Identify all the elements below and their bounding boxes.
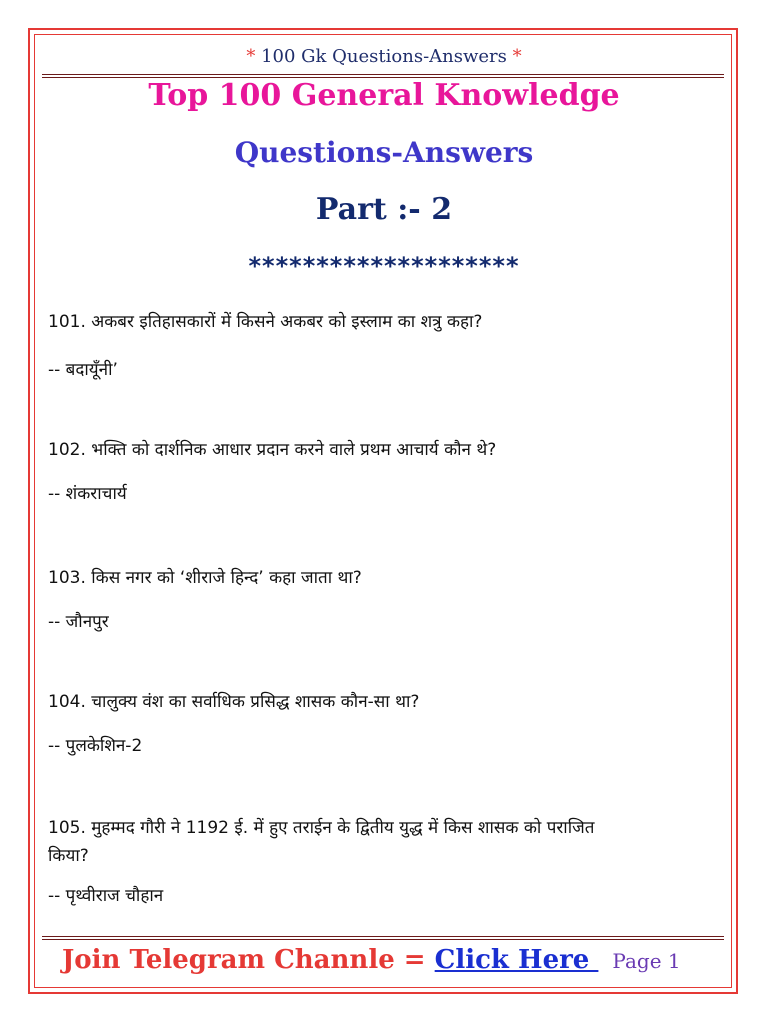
title-line-1: Top 100 General Knowledge xyxy=(148,78,620,113)
footer-bar xyxy=(62,945,722,985)
header-star-right-icon: * xyxy=(512,46,522,67)
join-telegram-text: Join Telegram Channle = xyxy=(62,945,435,975)
title-part: Part :- 2 xyxy=(315,192,453,227)
answer-101: -- बदायूँनी’ xyxy=(48,360,118,380)
title-line-2: Questions-Answers xyxy=(234,136,534,169)
title-stars-divider: ******************** xyxy=(248,252,520,280)
question-105-line-1: 105. मुहम्मद गौरी ने 1192 ई. में हुए तराईन के द्वितीय युद्ध में किस शासक को पराजित xyxy=(48,818,595,838)
footer-divider-bottom xyxy=(42,939,724,940)
page-number: Page 1 xyxy=(612,949,681,973)
question-102: 102. भक्ति को दार्शनिक आधार प्रदान करने वाले प्रथम आचार्य कौन थे? xyxy=(48,440,497,460)
answer-103: -- जौनपुर xyxy=(48,612,109,632)
header-star-left-icon: * xyxy=(246,46,256,67)
click-here-link[interactable]: Click Here xyxy=(434,945,599,975)
question-103: 103. किस नगर को ‘शीराजे हिन्द’ कहा जाता था? xyxy=(48,568,362,588)
header-divider-top xyxy=(42,74,724,75)
page-header xyxy=(0,46,768,67)
answer-104: -- पुलकेशिन-2 xyxy=(48,736,143,756)
header-text: 100 Gk Questions-Answers xyxy=(261,46,507,67)
question-101: 101. अकबर इतिहासकारों में किसने अकबर को इस्लाम का शत्रु कहा? xyxy=(48,312,483,332)
question-105-line-2: किया? xyxy=(48,846,89,866)
answer-105: -- पृथ्वीराज चौहान xyxy=(48,886,164,906)
answer-102: -- शंकराचार्य xyxy=(48,484,127,504)
footer-divider-top xyxy=(42,936,724,937)
question-104: 104. चालुक्य वंश का सर्वाधिक प्रसिद्ध शासक कौन-सा था? xyxy=(48,692,420,712)
